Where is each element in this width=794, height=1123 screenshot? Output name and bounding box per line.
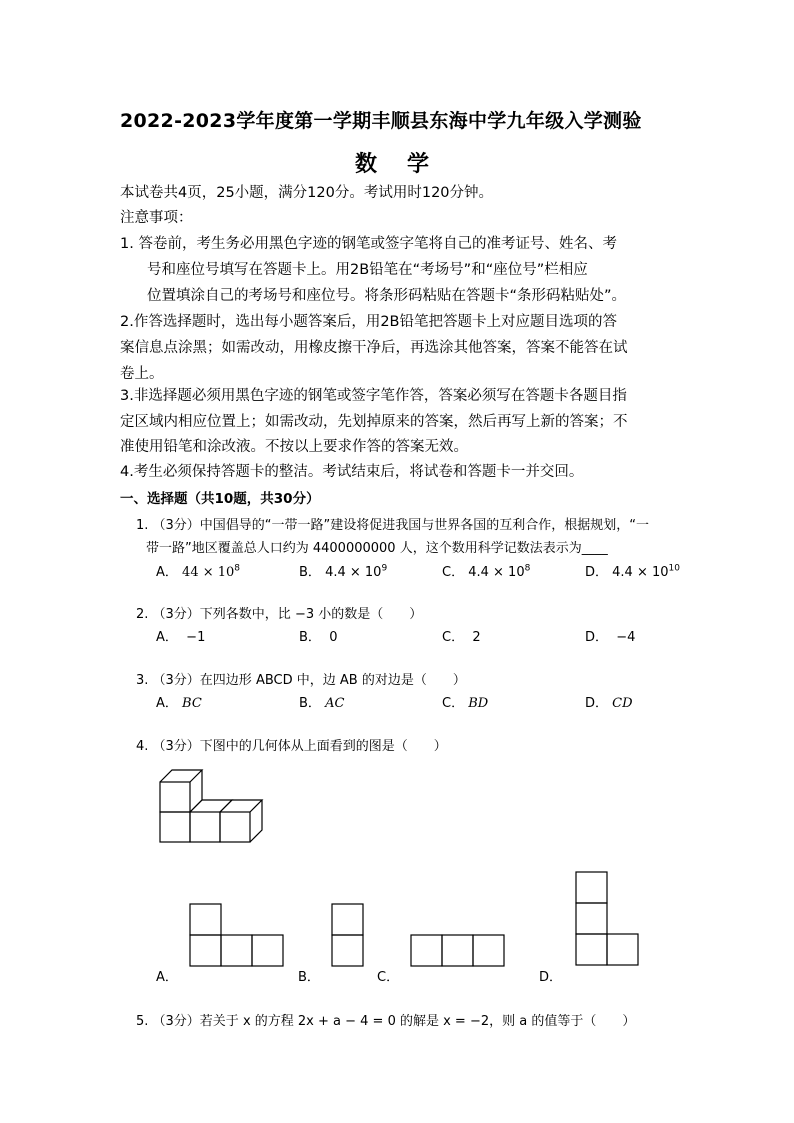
q4-option-b-figure: [330, 902, 366, 968]
question-3-stem: 3. （3分）在四边形 ABCD 中，边 AB 的对边是（ ）: [136, 673, 466, 688]
cube-front-face: [190, 812, 220, 842]
question-1-stem-cont: 带一路”地区覆盖总人口约为 4400000000 人，这个数用科学记数法表示为____: [146, 541, 608, 556]
solid-figure: [150, 762, 280, 852]
q2-option-b: B． 0: [299, 630, 338, 645]
note-line: 3.非选择题必须用黑色字迹的钢笔或签字笔作答，答案必须写在答题卡各题目指: [120, 388, 627, 404]
note-line: 2.作答选择题时，选出每小题答案后，用2B铅笔把答题卡上对应题目选项的答: [120, 314, 618, 330]
q4-option-b-label: B．: [298, 970, 320, 985]
q1-option-b: B． $4.4 \times 10^9$: [299, 563, 388, 580]
exam-title: 2022-2023学年度第一学期丰顺县东海中学九年级入学测验: [120, 110, 642, 132]
q3-option-d: D． CD: [585, 696, 633, 711]
q2-option-a: A． −1: [156, 630, 206, 645]
intro-text: 本试卷共4页，25小题，满分120分。考试用时120分钟。: [120, 185, 494, 201]
question-4-stem: 4. （3分）下图中的几何体从上面看到的图是（ ）: [136, 739, 447, 754]
cube-top-face: [220, 800, 262, 812]
question-1-stem: 1. （3分）中国倡导的“一带一路”建设将促进我国与世界各国的互利合作，根据规划，“一: [136, 518, 650, 533]
q4-option-d-figure: [574, 870, 640, 968]
q1-option-d: D． $4.4 \times 10^{10}$: [585, 563, 680, 580]
q4-option-a-label: A．: [156, 970, 178, 985]
cube-front-face: [220, 812, 250, 842]
note-line: 定区域内相应位置上；如需改动，先划掉原来的答案，然后再写上新的答案；不: [120, 414, 628, 430]
cube-front-face: [160, 812, 190, 842]
q2-option-d: D． −4: [585, 630, 636, 645]
note-line: 号和座位号填写在答题卡上。用2B铅笔在“考场号”和“座位号”栏相应: [147, 262, 588, 278]
cube-top-face: [160, 770, 202, 782]
q3-option-c: C． BD: [442, 696, 489, 711]
q3-option-a: A． BC: [156, 696, 202, 711]
q4-option-c-label: C．: [377, 970, 400, 985]
question-2-stem: 2. （3分）下列各数中，比 −3 小的数是（ ）: [136, 607, 423, 622]
q4-option-d-label: D．: [539, 970, 563, 985]
note-line: 案信息点涂黑；如需改动，用橡皮擦干净后，再选涂其他答案，答案不能答在试: [120, 340, 628, 356]
note-line: 4.考生必须保持答题卡的整洁。考试结束后，将试卷和答题卡一并交回。: [120, 464, 584, 480]
question-5-stem: 5. （3分）若关于 x 的方程 2x + a − 4 = 0 的解是 x = −2，则 a 的值等于（ ）: [136, 1014, 636, 1029]
note-line: 1. 答卷前，考生务必用黑色字迹的钢笔或签字笔将自己的准考证号、姓名、考: [120, 236, 617, 252]
q4-option-a-figure: [188, 902, 286, 968]
note-line: 准使用铅笔和涂改液。不按以上要求作答的答案无效。: [120, 439, 468, 455]
q1-option-a: A． $44 \times 10^8$: [156, 563, 241, 580]
q1-option-c: C． $4.4 \times 10^8$: [442, 563, 531, 580]
note-line: 位置填涂自己的考场号和座位号。将条形码粘贴在答题卡“条形码粘贴处”。: [147, 288, 627, 304]
section-heading: 一、选择题（共10题，共30分）: [120, 491, 320, 507]
q2-option-c: C． 2: [442, 630, 481, 645]
q4-option-c-figure: [409, 933, 507, 969]
q3-option-b: B． AC: [299, 696, 345, 711]
notice-heading: 注意事项：: [120, 210, 193, 226]
note-line: 卷上。: [120, 366, 164, 382]
cube-front-face: [160, 782, 190, 812]
subject-title: 数学: [355, 152, 460, 177]
